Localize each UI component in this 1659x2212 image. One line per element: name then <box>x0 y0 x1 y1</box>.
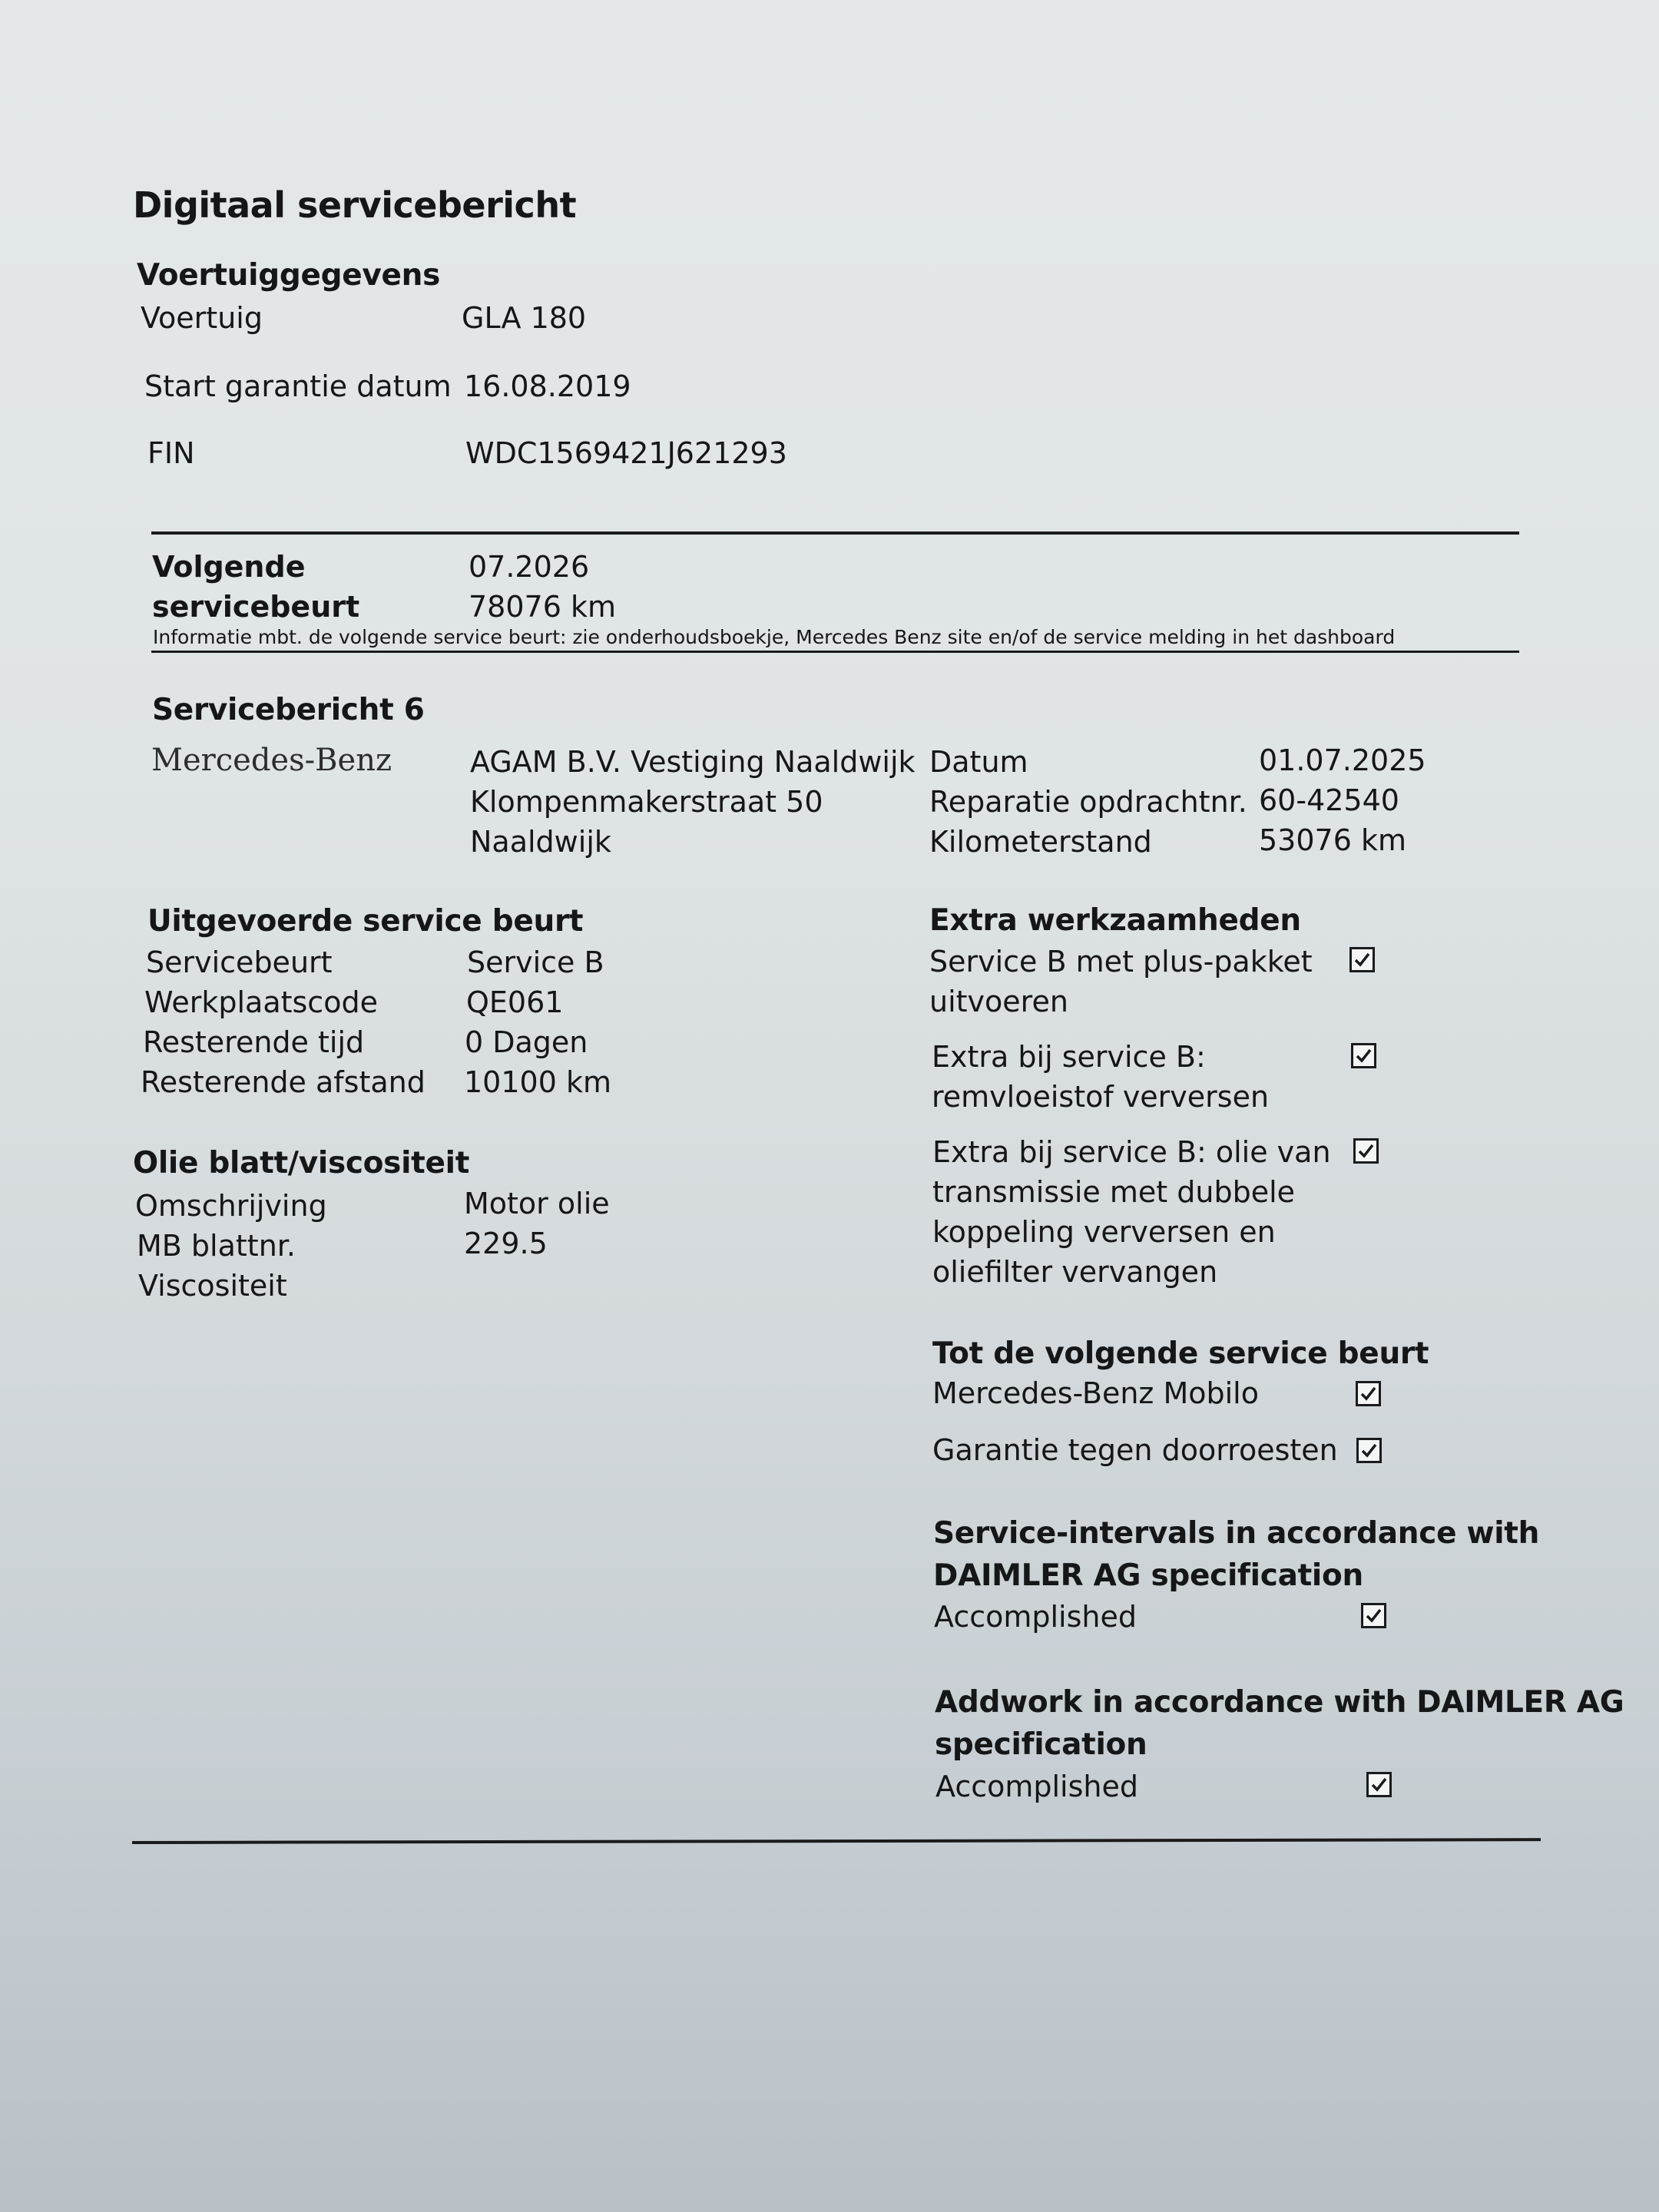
repair-order-value: 60-42540 <box>1259 783 1399 817</box>
rust-warranty-label: Garantie tegen doorroesten <box>932 1433 1338 1467</box>
mobilo-label: Mercedes-Benz Mobilo <box>932 1376 1259 1410</box>
report-heading: Servicebericht 6 <box>152 693 425 727</box>
date-value: 01.07.2025 <box>1259 743 1426 777</box>
extra-item-2-line-2: remvloeistof verversen <box>932 1080 1270 1114</box>
checkmark-icon <box>1354 1046 1373 1065</box>
dealer-street: Klompenmakerstraat 50 <box>470 785 823 819</box>
next-service-km: 78076 km <box>469 590 616 624</box>
next-service-label-2: servicebeurt <box>152 590 360 624</box>
remaining-distance-label: Resterende afstand <box>141 1065 426 1099</box>
remaining-distance-value: 10100 km <box>464 1065 611 1099</box>
service-type-value: Service B <box>467 945 604 979</box>
extra-item-3-line-1: Extra bij service B: olie van <box>932 1135 1331 1169</box>
viscosity-label: Viscositeit <box>138 1269 287 1303</box>
mileage-value: 53076 km <box>1259 823 1406 857</box>
mileage-label: Kilometerstand <box>929 825 1152 859</box>
addwork-accomplished-label: Accomplished <box>935 1770 1138 1803</box>
dealer-city: Naaldwijk <box>470 825 611 859</box>
extra-item-1-line-1: Service B met plus-pakket <box>929 945 1313 979</box>
extra-item-1-line-2: uitvoeren <box>929 985 1068 1018</box>
workshop-code-label: Werkplaatscode <box>144 985 378 1019</box>
checkbox-mobilo[interactable] <box>1356 1381 1381 1406</box>
checkbox-extra-1[interactable] <box>1349 947 1375 972</box>
performed-heading: Uitgevoerde service beurt <box>147 904 584 939</box>
oil-heading: Olie blatt/viscositeit <box>133 1146 470 1181</box>
checkmark-icon <box>1369 1775 1389 1794</box>
extra-item-3-line-2: transmissie met dubbele <box>932 1175 1296 1209</box>
service-type-label: Servicebeurt <box>146 945 333 979</box>
addwork-heading-2: specification <box>935 1727 1147 1762</box>
extra-work-heading: Extra werkzaamheden <box>929 903 1301 938</box>
intervals-heading-2: DAIMLER AG specification <box>933 1558 1363 1593</box>
extra-item-2-line-1: Extra bij service B: <box>932 1040 1206 1074</box>
warranty-start-label: Start garantie datum <box>144 369 452 403</box>
vehicle-value: GLA 180 <box>462 301 587 335</box>
divider-middle <box>151 651 1519 653</box>
checkmark-icon <box>1359 1384 1378 1403</box>
workshop-code-value: QE061 <box>466 985 564 1019</box>
extra-item-3-line-3: koppeling verversen en <box>932 1215 1276 1249</box>
vehicle-heading: Voertuiggegevens <box>137 258 441 293</box>
fin-value: WDC1569421J621293 <box>465 436 787 470</box>
divider-bottom <box>132 1838 1541 1844</box>
until-next-heading: Tot de volgende service beurt <box>932 1336 1429 1371</box>
fin-label: FIN <box>147 436 195 470</box>
document-title: Digitaal servicebericht <box>133 184 577 226</box>
divider-top <box>151 531 1519 535</box>
vehicle-label: Voertuig <box>141 301 263 335</box>
checkbox-intervals[interactable] <box>1361 1603 1386 1628</box>
next-service-date: 07.2026 <box>469 550 590 584</box>
checkmark-icon <box>1356 1141 1376 1161</box>
checkmark-icon <box>1359 1441 1379 1460</box>
oil-description-label: Omschrijving <box>135 1189 327 1223</box>
intervals-accomplished-label: Accomplished <box>934 1600 1137 1634</box>
checkbox-addwork[interactable] <box>1366 1772 1392 1797</box>
mb-spec-value: 229.5 <box>464 1227 548 1260</box>
checkbox-rust-warranty[interactable] <box>1356 1438 1382 1463</box>
remaining-time-value: 0 Dagen <box>465 1025 588 1059</box>
extra-item-3-line-4: oliefilter vervangen <box>932 1255 1218 1289</box>
checkmark-icon <box>1353 950 1372 969</box>
addwork-heading: Addwork in accordance with DAIMLER AG <box>935 1685 1624 1720</box>
checkbox-extra-2[interactable] <box>1351 1043 1376 1068</box>
checkbox-extra-3[interactable] <box>1353 1138 1379 1164</box>
checkmark-icon <box>1364 1606 1383 1625</box>
repair-order-label: Reparatie opdrachtnr. <box>929 785 1247 819</box>
intervals-heading: Service-intervals in accordance with <box>933 1516 1540 1551</box>
mercedes-benz-logo-text: Mercedes-Benz <box>151 743 392 778</box>
next-service-info: Informatie mbt. de volgende service beurt: zie onderhoudsboekje, Mercedes Benz site en/of de service melding in het dashboard <box>153 626 1396 648</box>
next-service-label: Volgende <box>152 550 306 584</box>
oil-description-value: Motor olie <box>464 1187 610 1220</box>
warranty-start-value: 16.08.2019 <box>464 369 631 403</box>
mb-spec-label: MB blattnr. <box>137 1229 296 1263</box>
date-label: Datum <box>929 745 1028 779</box>
dealer-name: AGAM B.V. Vestiging Naaldwijk <box>470 745 916 779</box>
remaining-time-label: Resterende tijd <box>143 1025 365 1059</box>
